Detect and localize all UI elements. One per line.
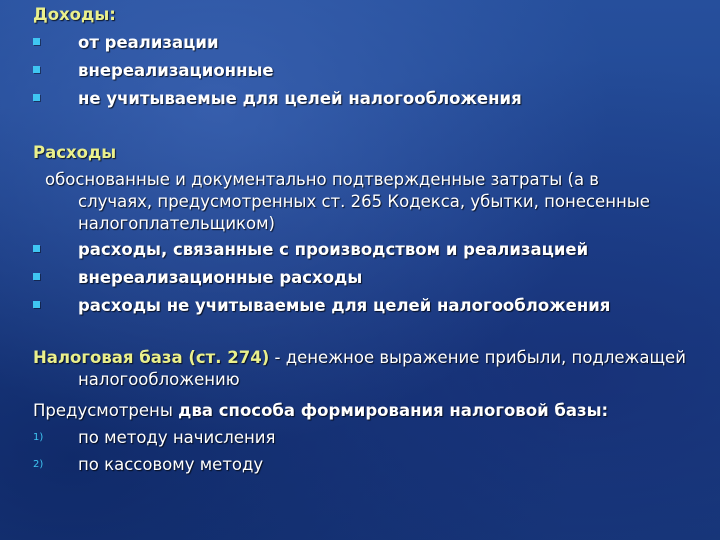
tax-base-paragraph: [33, 347, 698, 391]
square-bullet-icon: [33, 301, 40, 308]
income-item: [33, 60, 700, 82]
tax-base-term: Налоговая база (ст. 274): [33, 348, 270, 367]
expense-item-label: внереализационные расходы: [78, 268, 363, 287]
income-item-label: от реализации: [78, 33, 219, 52]
expense-item: [33, 267, 700, 289]
method-number: 2): [33, 459, 44, 470]
tax-base-definition: - денежное выражение прибыли, подлежащей налогообложению: [78, 348, 686, 389]
income-item-label: не учитываемые для целей налогообложения: [78, 89, 522, 108]
method-item: [33, 427, 700, 449]
method-label: по методу начисления: [78, 428, 276, 447]
square-bullet-icon: [33, 38, 40, 45]
income-item: [33, 88, 700, 110]
method-number: 1): [33, 432, 44, 443]
methods-intro: Предусмотрены: [33, 401, 179, 420]
income-item-label: внереализационные: [78, 61, 274, 80]
expense-item-label: расходы, связанные с производством и реализацией: [78, 240, 589, 259]
method-item: [33, 454, 700, 476]
expense-item-label: расходы не учитываемые для целей налогообложения: [78, 296, 611, 315]
methods-intro-bold: два способа формирования налоговой базы:: [178, 401, 609, 420]
income-heading: Доходы:: [33, 5, 116, 24]
method-label: по кассовому методу: [78, 455, 264, 474]
expenses-heading: Расходы: [33, 143, 117, 162]
income-item: [33, 32, 700, 54]
expenses-definition: обоснованные и документально подтвержденные затраты (а в случаях, предусмотренных ст. 265 Кодекса, убытки, понесенные налогоплательщиком): [45, 170, 650, 233]
square-bullet-icon: [33, 273, 40, 280]
methods-intro-paragraph: [33, 400, 700, 422]
square-bullet-icon: [33, 245, 40, 252]
square-bullet-icon: [33, 94, 40, 101]
expense-item: [33, 239, 700, 261]
expense-item: [33, 295, 700, 317]
square-bullet-icon: [33, 66, 40, 73]
